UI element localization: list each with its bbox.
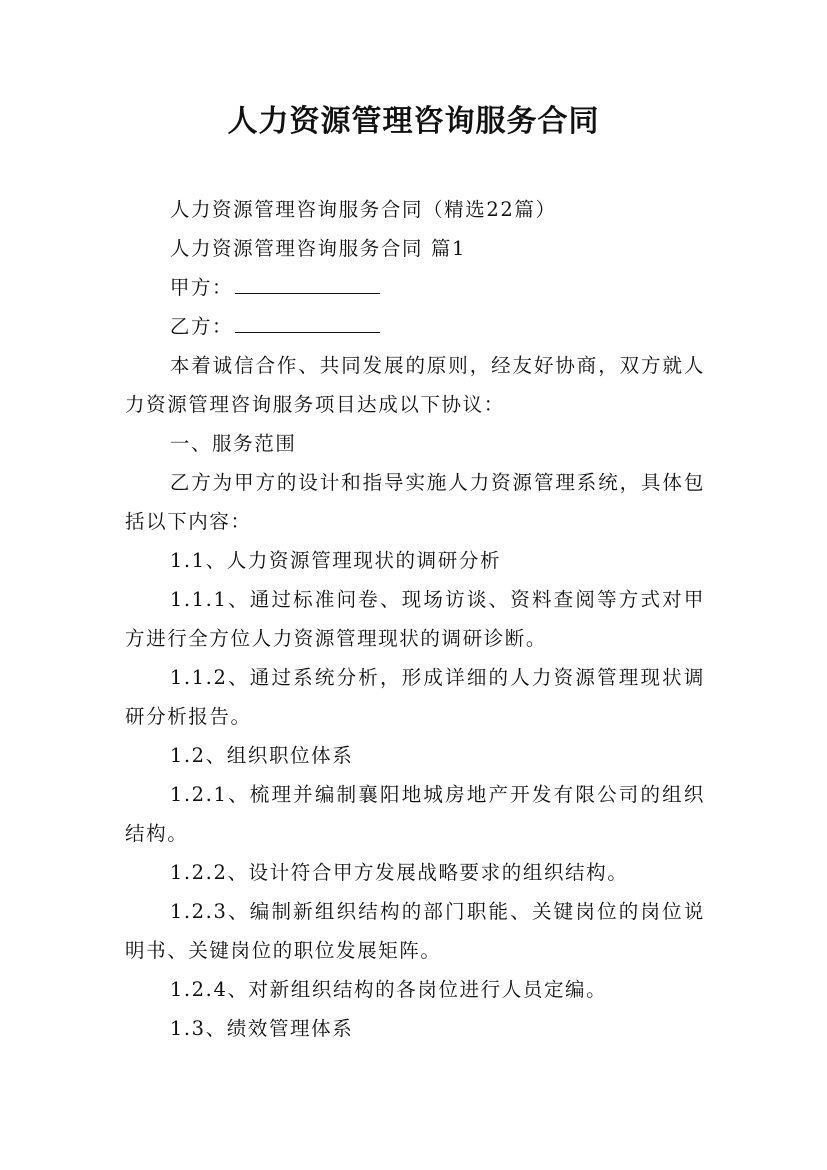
clause-heading: 1.3、绩效管理体系: [169, 1017, 354, 1040]
clause: 1.2.3、编制新组织结构的部门职能、关键岗位的岗位说明书、关键岗位的职位发展矩阵。: [125, 900, 705, 962]
clause: 1.2.4、对新组织结构的各岗位进行人员定编。: [169, 978, 608, 1001]
section-heading: 一、服务范围: [169, 432, 297, 455]
party-b-blank: [235, 310, 380, 333]
clause-heading: 1.1、人力资源管理现状的调研分析: [169, 549, 502, 572]
clause: 1.1.2、通过系统分析，形成详细的人力资源管理现状调研分析报告。: [125, 666, 705, 728]
party-a-blank: [235, 271, 380, 294]
clause: 1.2.2、设计符合甲方发展战略要求的组织结构。: [169, 861, 629, 884]
paragraph: 乙方为甲方的设计和指导实施人力资源管理系统，具体包括以下内容：: [125, 471, 705, 533]
clause: 1.2.1、梳理并编制襄阳地城房地产开发有限公司的组织结构。: [125, 783, 705, 845]
paragraph: 本着诚信合作、共同发展的原则，经友好协商，双方就人力资源管理咨询服务项目达成以下协议：: [125, 354, 705, 416]
document-subtitle: 人力资源管理咨询服务合同（精选22篇）: [169, 198, 557, 221]
document-body: [125, 190, 705, 1048]
party-a-line: [125, 268, 705, 307]
article-heading: 人力资源管理咨询服务合同 篇1: [169, 237, 466, 260]
clause: 1.1.1、通过标准问卷、现场访谈、资料查阅等方式对甲方进行全方位人力资源管理现状的调研诊断。: [125, 588, 705, 650]
party-a-label: 甲方：: [169, 276, 234, 299]
party-b-line: [125, 307, 705, 346]
document-title: 人力资源管理咨询服务合同: [227, 104, 600, 139]
clause-heading: 1.2、组织职位体系: [169, 744, 354, 767]
party-b-label: 乙方：: [169, 315, 234, 338]
